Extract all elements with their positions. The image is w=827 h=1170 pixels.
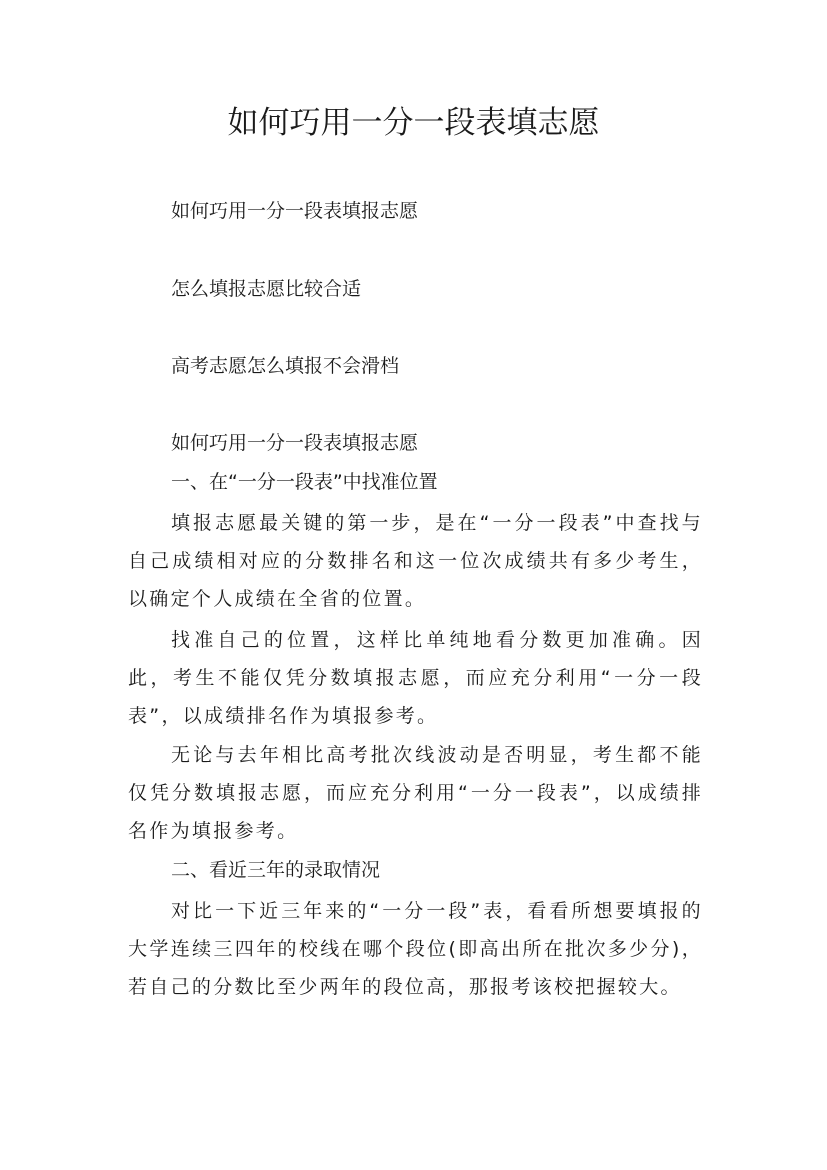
paragraph-batch-line: 无论与去年相比高考批次线波动是否明显，考生都不能仅凭分数填报志愿，而应充分利用“一分一段表”，以成绩排名作为填报参考。 bbox=[128, 744, 703, 842]
paragraph-first-step: 填报志愿最关键的第一步，是在“一分一段表”中查找与自己成绩相对应的分数排名和这一位次成绩共有多少考生，以确定个人成绩在全省的位置。 bbox=[128, 512, 703, 610]
toc-item-3: 高考志愿怎么填报不会滑档 bbox=[171, 355, 400, 377]
section-heading: 如何巧用一分一段表填报志愿 bbox=[171, 432, 419, 454]
toc-item-1: 如何巧用一分一段表填报志愿 bbox=[171, 200, 419, 222]
toc-item-2: 怎么填报志愿比较合适 bbox=[171, 278, 362, 300]
subheading-three-years: 二、看近三年的录取情况 bbox=[171, 859, 381, 881]
subheading-find-position: 一、在“一分一段表”中找准位置 bbox=[171, 471, 438, 493]
paragraph-compare-years: 对比一下近三年来的“一分一段”表，看看所想要填报的大学连续三四年的校线在哪个段位(即高出所在批次多少分)，若自己的分数比至少两年的段位高，那报考该校把握较大。 bbox=[128, 900, 703, 998]
paragraph-find-position: 找准自己的位置，这样比单纯地看分数更加准确。因此，考生不能仅凭分数填报志愿，而应充分利用“一分一段表”，以成绩排名作为填报参考。 bbox=[128, 629, 703, 727]
document-title: 如何巧用一分一段表填志愿 bbox=[227, 105, 600, 141]
